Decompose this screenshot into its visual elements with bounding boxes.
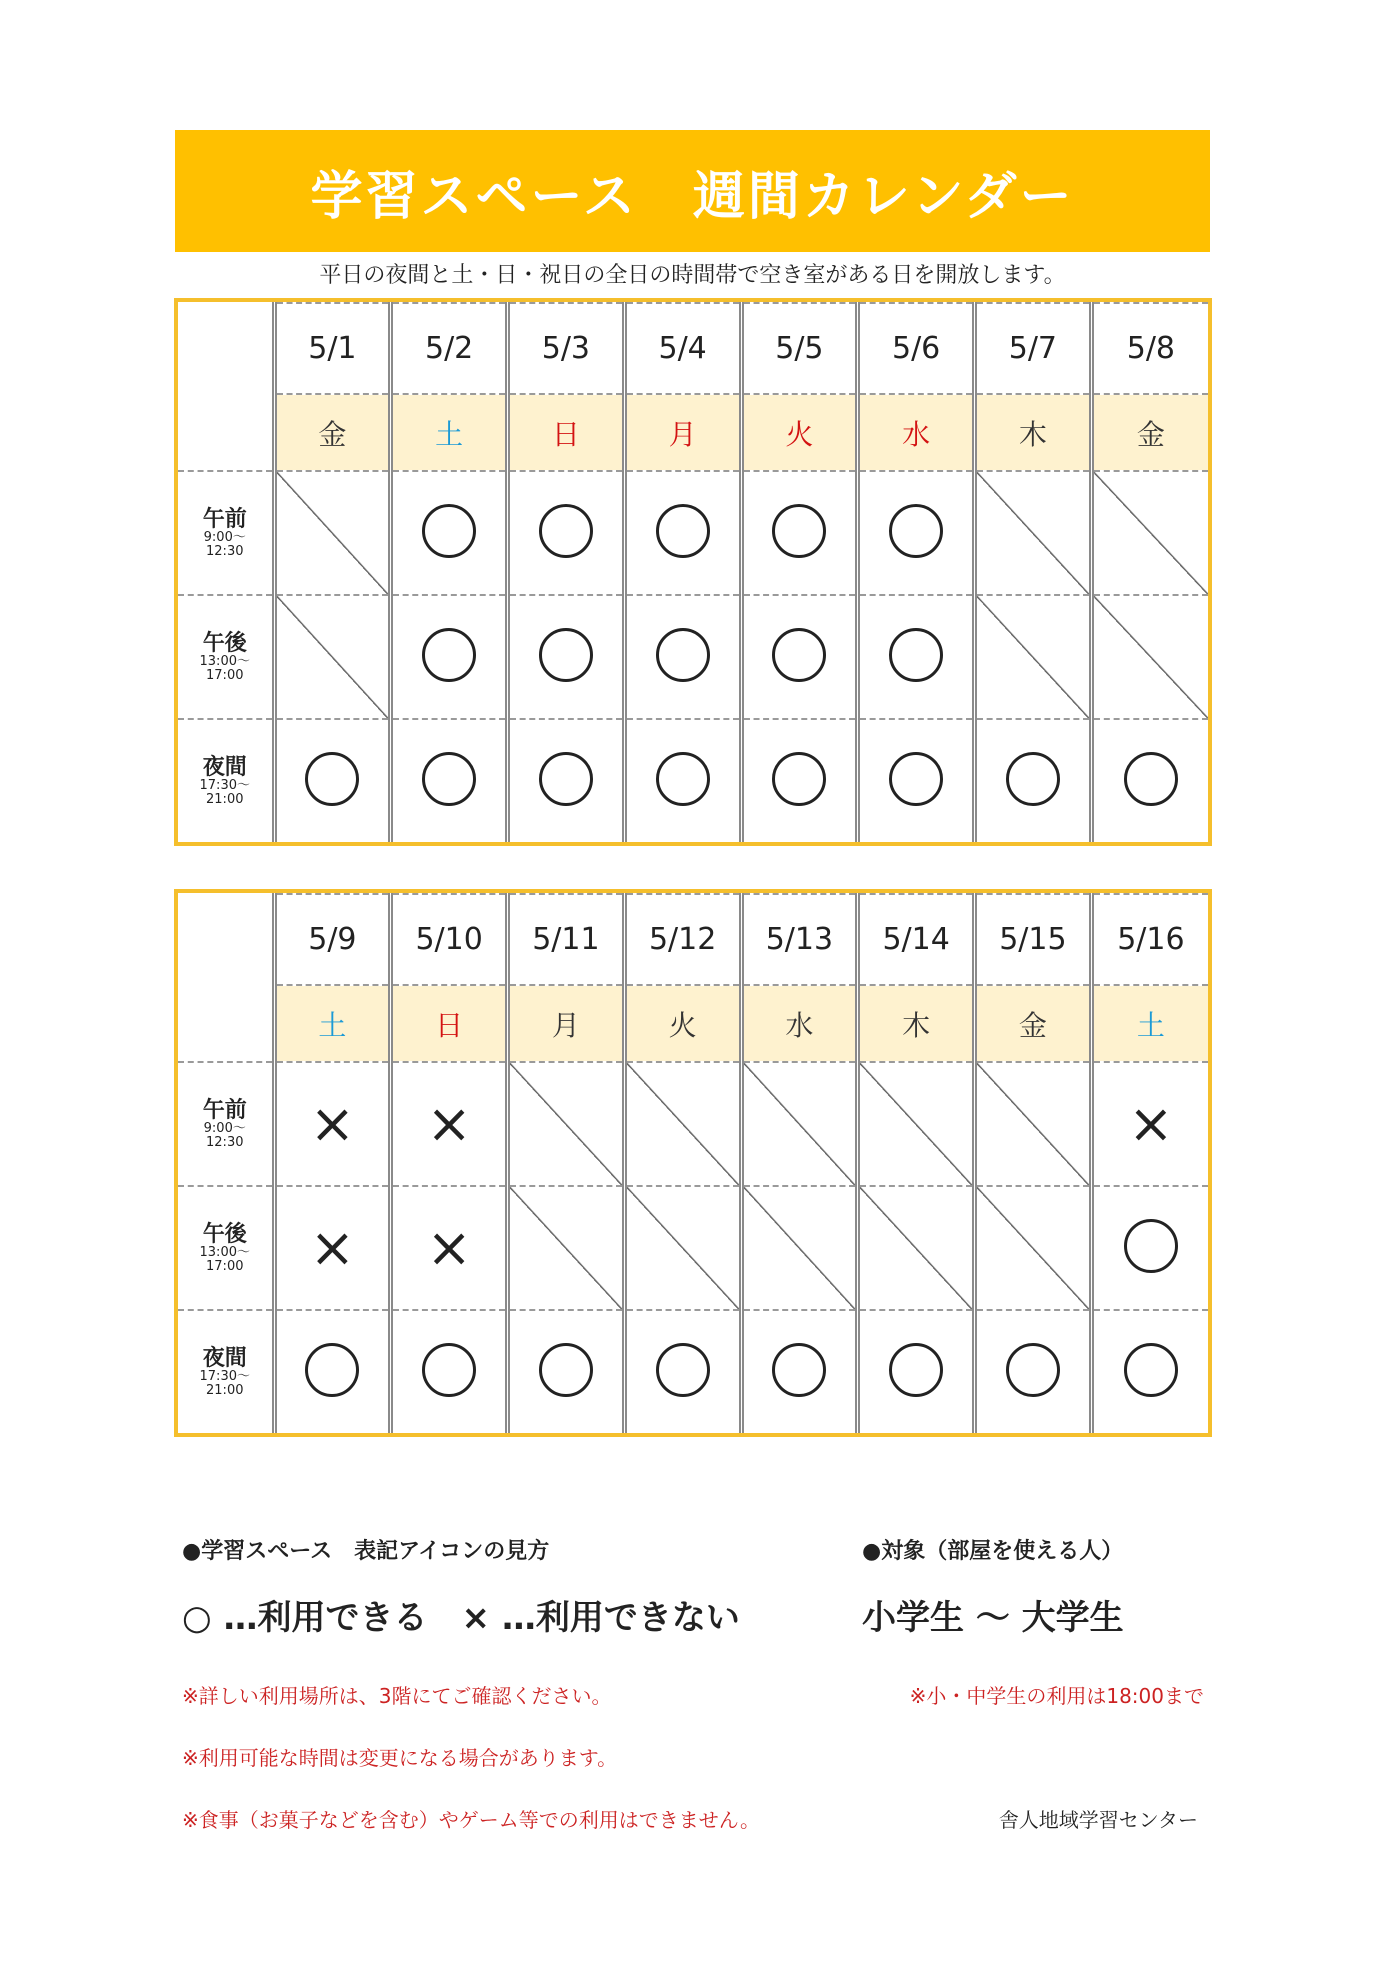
available-circle-icon [539,752,593,806]
calendar-table [178,302,1208,842]
availability-cell [975,1310,1092,1433]
target-text: 小学生 〜 大学生 [862,1598,1124,1638]
slot-label [178,508,272,558]
availability-cell [391,1310,508,1433]
availability-cell [274,719,391,842]
note-food: ※食事（お菓子などを含む）やゲーム等での利用はできません。 [182,1808,760,1832]
weekday-cell [624,985,741,1062]
available-circle-icon [656,504,710,558]
date-cell [391,303,508,394]
weekday-label: 月 [668,417,697,451]
availability-cell [1091,1062,1208,1186]
availability-cell [1091,595,1208,719]
availability-cell [858,1186,975,1310]
note-time-limit: ※小・中学生の利用は18:00まで [909,1684,1204,1708]
slot-name: 午後 [202,1222,247,1248]
weekday-cell [975,985,1092,1062]
date-cell [858,303,975,394]
date-label: 5/9 [308,922,357,958]
weekday-cell [1091,394,1208,471]
weekday-label: 金 [1136,417,1165,451]
slot-row [178,719,1208,842]
weekday-row [178,985,1208,1062]
date-label: 5/11 [532,922,600,958]
note-location: ※詳しい利用場所は、3階にてご確認ください。 [182,1684,612,1708]
weekday-cell [624,394,741,471]
slot-time-start: 13:00〜 [199,1245,250,1261]
weekday-cell [391,985,508,1062]
available-circle-icon [772,504,826,558]
weekday-cell [741,394,858,471]
slot-name: 夜間 [202,1345,247,1371]
slot-time-start: 17:30〜 [199,777,250,793]
not-applicable-slash-icon [977,472,1089,594]
page-title: 学習スペース 週間カレンダー [310,166,1075,227]
availability-cell [391,1062,508,1186]
target-heading: ●対象（部屋を使える人） [862,1539,1124,1564]
availability-cell [274,471,391,595]
date-label: 5/7 [1008,331,1058,367]
availability-cell [508,1310,625,1433]
availability-cell [391,471,508,595]
available-circle-icon [889,1343,943,1397]
not-applicable-slash-icon [860,1187,972,1309]
availability-cell [624,719,741,842]
slot-time-end: 17:00 [206,1258,244,1274]
weekday-label: 水 [785,1008,814,1042]
available-circle-icon [772,1343,826,1397]
legend-heading: ●学習スペース 表記アイコンの見方 [182,1539,550,1564]
availability-cell [274,1310,391,1433]
title-banner [175,130,1210,252]
weekday-cell [508,394,625,471]
availability-cell [508,1186,625,1310]
available-circle-icon [305,1343,359,1397]
availability-cell [741,595,858,719]
weekday-cell [274,394,391,471]
slot-row [178,471,1208,595]
weekday-label: 土 [318,1008,347,1042]
unavailable-cross-icon: × [426,1216,472,1280]
available-circle-icon [422,628,476,682]
slot-label-cell [178,471,274,595]
date-label: 5/2 [424,331,474,367]
slot-name: 夜間 [202,754,247,780]
availability-cell [741,1310,858,1433]
available-circle-icon [889,752,943,806]
availability-cell [1091,1186,1208,1310]
date-cell [508,894,625,985]
slot-label [178,1347,272,1397]
slot-name: 午後 [202,631,247,657]
availability-cell [858,1310,975,1433]
available-circle-icon [539,1343,593,1397]
corner-cell [178,894,274,985]
availability-cell [274,1062,391,1186]
date-cell [1091,894,1208,985]
slot-label [178,632,272,682]
page-subtitle: 平日の夜間と土・日・祝日の全日の時間帯で空き室がある日を開放します。 [319,263,1066,288]
weekday-label: 木 [1018,417,1047,451]
date-label: 5/13 [765,922,834,958]
note-change: ※利用可能な時間は変更になる場合があります。 [182,1746,618,1770]
availability-cell [975,1186,1092,1310]
not-applicable-slash-icon [1094,472,1208,594]
date-label: 5/8 [1126,331,1176,367]
slot-time-end: 21:00 [206,791,244,807]
slot-row [178,595,1208,719]
not-applicable-slash-icon [1094,596,1208,718]
date-cell [975,303,1092,394]
availability-cell [508,719,625,842]
available-circle-icon [889,504,943,558]
slot-label [178,756,272,806]
date-label: 5/3 [541,331,591,367]
weekday-label: 火 [785,417,814,451]
date-cell [975,894,1092,985]
date-cell [624,894,741,985]
date-label: 5/15 [999,922,1067,958]
available-circle-icon [305,752,359,806]
availability-cell [274,1186,391,1310]
availability-cell [1091,471,1208,595]
available-circle-icon [772,628,826,682]
availability-cell [391,719,508,842]
unavailable-cross-icon: × [426,1092,472,1156]
date-cell [508,303,625,394]
slot-time-start: 13:00〜 [199,654,250,670]
date-cell [858,894,975,985]
slot-label-cell [178,719,274,842]
not-applicable-slash-icon [277,596,389,718]
date-cell [741,303,858,394]
availability-cell [624,1310,741,1433]
available-circle-icon [1006,1343,1060,1397]
availability-cell [975,719,1092,842]
not-applicable-slash-icon [627,1063,739,1185]
organization-name: 舎人地域学習センター [998,1808,1198,1832]
availability-cell [624,595,741,719]
available-circle-icon [539,628,593,682]
date-label: 5/5 [775,331,824,367]
slot-row [178,1062,1208,1186]
available-circle-icon [889,628,943,682]
not-applicable-slash-icon [744,1187,856,1309]
availability-cell [508,471,625,595]
weekday-cell [858,985,975,1062]
available-circle-icon [422,504,476,558]
slot-label-cell [178,1186,274,1310]
availability-cell [508,595,625,719]
availability-cell [975,595,1092,719]
available-circle-icon [422,752,476,806]
date-row [178,894,1208,985]
slot-row [178,1310,1208,1433]
unavailable-cross-icon: × [1128,1092,1174,1156]
slot-time-end: 12:30 [206,543,244,559]
weekday-cell [274,985,391,1062]
weekday-row [178,394,1208,471]
slot-label-cell [178,595,274,719]
availability-cell [274,595,391,719]
weekday-cell [508,985,625,1062]
weekday-cell [741,985,858,1062]
weekday-label: 日 [551,417,580,451]
weekday-label: 土 [1136,1008,1165,1042]
date-label: 5/14 [882,922,950,958]
slot-time-start: 9:00〜 [203,1121,246,1137]
availability-cell [741,471,858,595]
weekday-label: 火 [668,1008,697,1042]
availability-cell [624,471,741,595]
availability-cell [858,471,975,595]
corner-cell [178,303,274,394]
weekday-label: 月 [551,1008,580,1042]
available-circle-icon [539,504,593,558]
date-label: 5/6 [891,331,941,367]
not-applicable-slash-icon [977,1063,1089,1185]
weekday-cell [975,394,1092,471]
available-circle-icon [1124,1219,1178,1273]
date-label: 5/16 [1117,922,1185,958]
available-circle-icon [656,1343,710,1397]
legend-text: ○ …利用できる × …利用できない [182,1598,740,1638]
unavailable-cross-icon: × [309,1216,355,1280]
date-label: 5/10 [415,922,483,958]
availability-cell [508,1062,625,1186]
not-applicable-slash-icon [860,1063,972,1185]
slot-time-end: 12:30 [206,1134,244,1150]
availability-cell [741,1186,858,1310]
corner-cell [178,985,274,1062]
not-applicable-slash-icon [277,472,389,594]
not-applicable-slash-icon [977,1187,1089,1309]
availability-cell [858,1062,975,1186]
slot-label [178,1223,272,1273]
not-applicable-slash-icon [627,1187,739,1309]
date-label: 5/4 [658,331,707,367]
slot-time-start: 17:30〜 [199,1368,250,1384]
weekday-label: 金 [318,417,347,451]
availability-cell [624,1186,741,1310]
availability-cell [624,1062,741,1186]
slot-row [178,1186,1208,1310]
availability-cell [1091,1310,1208,1433]
available-circle-icon [656,628,710,682]
availability-cell [858,719,975,842]
not-applicable-slash-icon [744,1063,856,1185]
slot-label-cell [178,1062,274,1186]
availability-cell [391,595,508,719]
corner-cell [178,394,274,471]
date-cell [274,303,391,394]
weekday-label: 土 [435,417,464,451]
slot-time-end: 21:00 [206,1382,244,1398]
availability-cell [391,1186,508,1310]
available-circle-icon [656,752,710,806]
availability-cell [975,1062,1092,1186]
availability-cell [975,471,1092,595]
slot-name: 午前 [202,507,247,533]
weekday-label: 木 [902,1008,931,1042]
date-row [178,303,1208,394]
available-circle-icon [1124,1343,1178,1397]
weekday-label: 水 [902,417,931,451]
weekday-cell [391,394,508,471]
weekday-cell [1091,985,1208,1062]
unavailable-cross-icon: × [309,1092,355,1156]
availability-cell [741,1062,858,1186]
calendar-week-1 [174,298,1212,846]
availability-cell [1091,719,1208,842]
date-cell [274,894,391,985]
weekday-label: 金 [1018,1008,1047,1042]
slot-time-start: 9:00〜 [203,530,246,546]
slot-label-cell [178,1310,274,1433]
not-applicable-slash-icon [510,1063,622,1185]
availability-cell [858,595,975,719]
available-circle-icon [772,752,826,806]
calendar-table [178,893,1208,1433]
date-label: 5/12 [648,922,717,958]
available-circle-icon [422,1343,476,1397]
available-circle-icon [1006,752,1060,806]
date-cell [741,894,858,985]
available-circle-icon [1124,752,1178,806]
slot-label [178,1099,272,1149]
weekday-cell [858,394,975,471]
date-label: 5/1 [308,331,357,367]
availability-cell [741,719,858,842]
slot-time-end: 17:00 [206,667,244,683]
slot-name: 午前 [202,1098,247,1124]
date-cell [1091,303,1208,394]
not-applicable-slash-icon [510,1187,622,1309]
date-cell [624,303,741,394]
not-applicable-slash-icon [977,596,1089,718]
date-cell [391,894,508,985]
calendar-week-2 [174,889,1212,1437]
weekday-label: 日 [435,1008,464,1042]
